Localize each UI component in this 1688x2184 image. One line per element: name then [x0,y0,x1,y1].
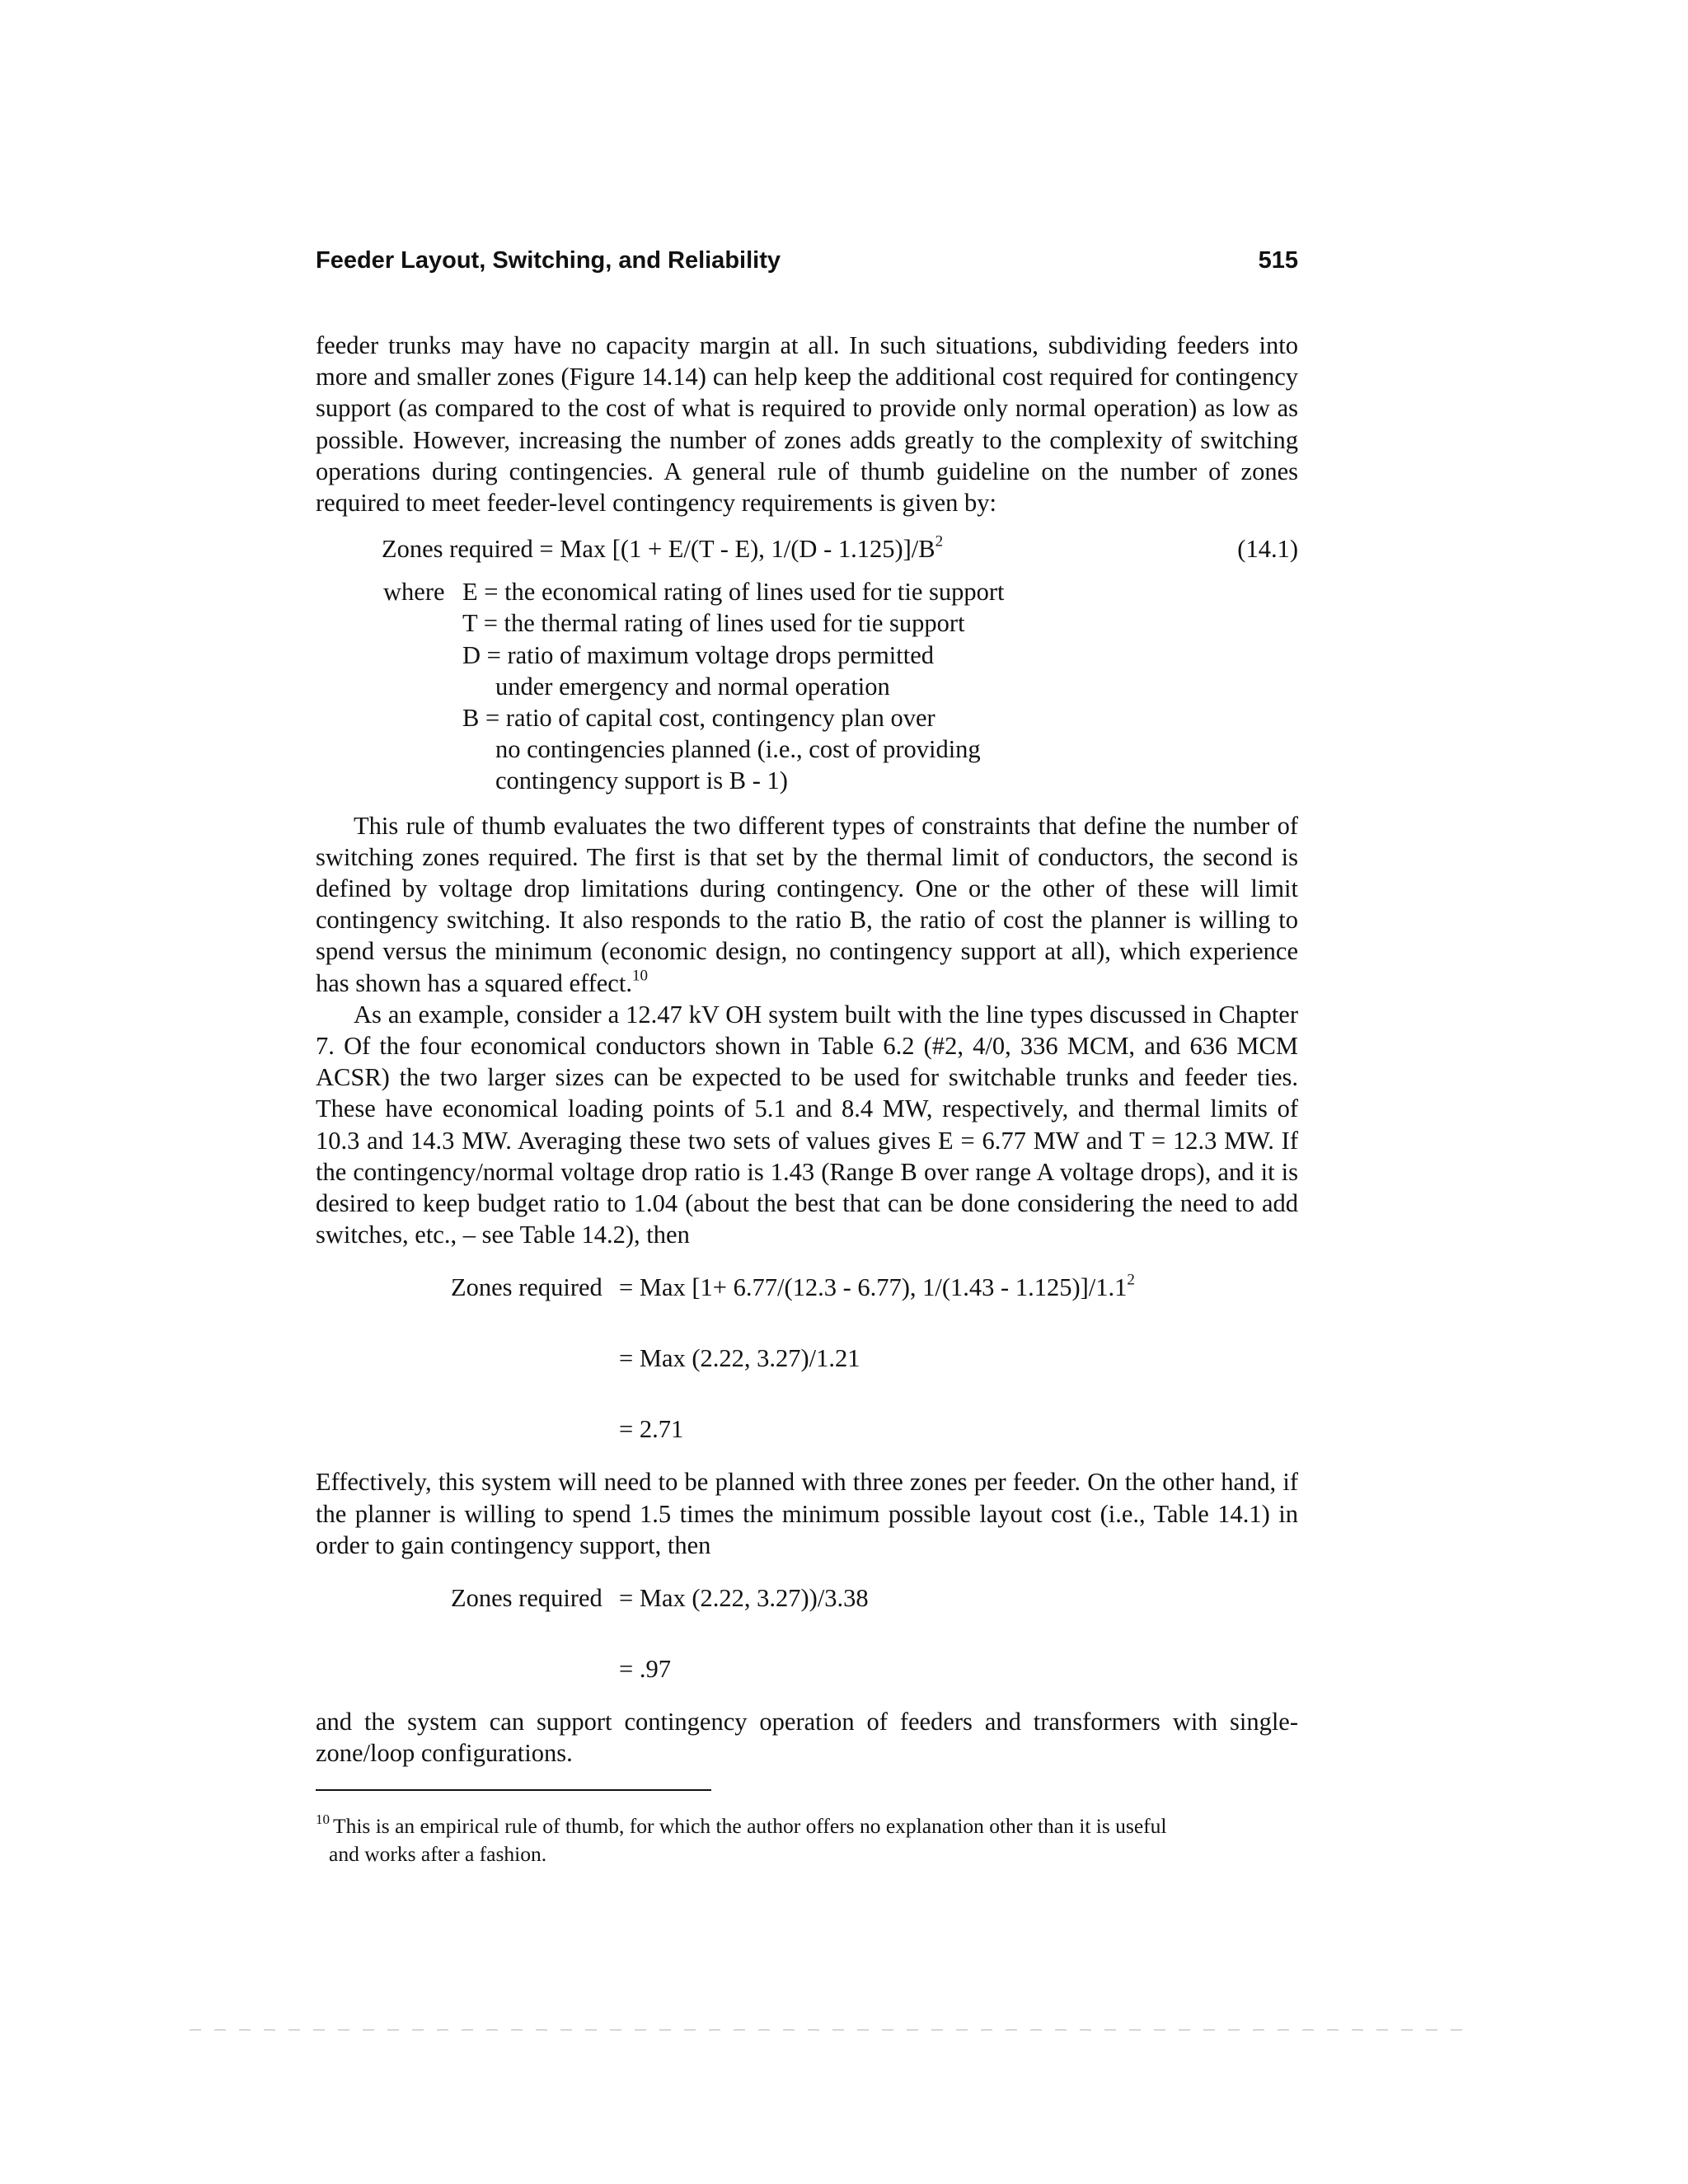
footnote-separator [316,1789,711,1791]
paragraph-5: and the system can support contingency operation of feeders and transformers with single-zone/loop configurations. [316,1708,1298,1768]
calc1-superscript: 2 [1127,1272,1135,1290]
def-T: T = the thermal rating of lines used for tie support [462,609,965,638]
calc2-line-1: = Max (2.22, 3.27))/3.38 [619,1584,869,1613]
equation-number: (14.1) [1237,535,1298,564]
equation-text: Zones required = Max [(1 + E/(T - E), 1/(D - 1.125)]/B [382,535,935,564]
def-B-cont-2: contingency support is B - 1) [495,766,788,795]
footnote-ref-10: 10 [631,967,648,985]
equation-superscript: 2 [935,532,944,551]
footnote-number: 10 [316,1811,330,1828]
footnote-line-1: This is an empirical rule of thumb, for which the author offers no explanation other than it is useful [333,1813,1167,1838]
calc1-line-2: = Max (2.22, 3.27)/1.21 [619,1344,860,1373]
page-number: 515 [1258,247,1298,274]
footnote-10 [316,1812,1298,1868]
equation-14-1 [316,533,1298,565]
calc2-label: Zones required [451,1584,603,1613]
calc1-label: Zones required [451,1273,603,1302]
paragraph-4: Effectively, this system will need to be planned with three zones per feeder. On the other hand, if the planner is willing to spend 1.5 times the minimum possible layout cost (i.e., Table 14.1) in order to gain contingency support, then [316,1468,1298,1559]
footnote-line-2: and works after a fashion. [329,1841,547,1866]
def-D: D = ratio of maximum voltage drops permitted [462,640,935,669]
where-label: where [383,578,445,607]
variable-definitions [383,576,1298,796]
scan-artifact-line [190,2029,1475,2031]
calculation-2 [451,1582,1298,1685]
calc2-line-2: = .97 [619,1655,671,1684]
paragraph-3: As an example, consider a 12.47 kV OH system built with the line types discussed in Chapter 7. Of the four economical conductors shown in Table 6.2 (#2, 4/0, 336 MCM, and 636 MCM ACSR) the two larger sizes can be expected to be used for switchable trunks and feeder ties. These have economical loading points of 5.1 and 8.4 MW, respectively, and thermal limits of 10.3 and 14.3 MW. Averaging these two sets of values gives E = 6.77 MW and T = 12.3 MW. If the contingency/normal voltage drop ratio is 1.43 (Range B over range A voltage drops), and it is desired to keep budget ratio to 1.04 (about the best that can be done considering the need to add switches, etc., – see Table 14.2), then [316,1000,1298,1249]
calc1-line-1: = Max [1+ 6.77/(12.3 - 6.77), 1/(1.43 - 1.125)]/1.1 [619,1273,1128,1302]
paragraph-2: This rule of thumb evaluates the two different types of constraints that define the number of switching zones required. The first is that set by the thermal limit of conductors, the second is defined by voltage drop limitations during contingency. One or the other of these will limit contingency switching. It also responds to the ratio B, the ratio of cost the planner is willing to spend versus the minimum (economic design, no contingency support at all), which experience has shown has a squared effect.$^{10}$ [316,811,1298,997]
def-E: E = the economical rating of lines used for tie support [462,578,1005,607]
def-D-cont: under emergency and normal operation [495,672,890,701]
header-title: Feeder Layout, Switching, and Reliability [316,247,781,274]
paragraph-1: feeder trunks may have no capacity margin at all. In such situations, subdividing feeders into more and smaller zones (Figure 14.14) can help keep the additional cost required for contingency support (as compared to the cost of what is required to provide only normal operation) as low as possible. However, increasing the number of zones adds greatly to the complexity of switching operations during contingencies. A general rule of thumb guideline on the number of zones required to meet feeder-level contingency requirements is given by: [316,331,1298,518]
calculation-1 [451,1272,1298,1445]
body-text [316,330,1298,1868]
def-B-cont-1: no contingencies planned (i.e., cost of providing [495,735,981,764]
def-B: B = ratio of capital cost, contingency plan over [462,704,935,733]
calc1-line-3: = 2.71 [619,1415,684,1444]
